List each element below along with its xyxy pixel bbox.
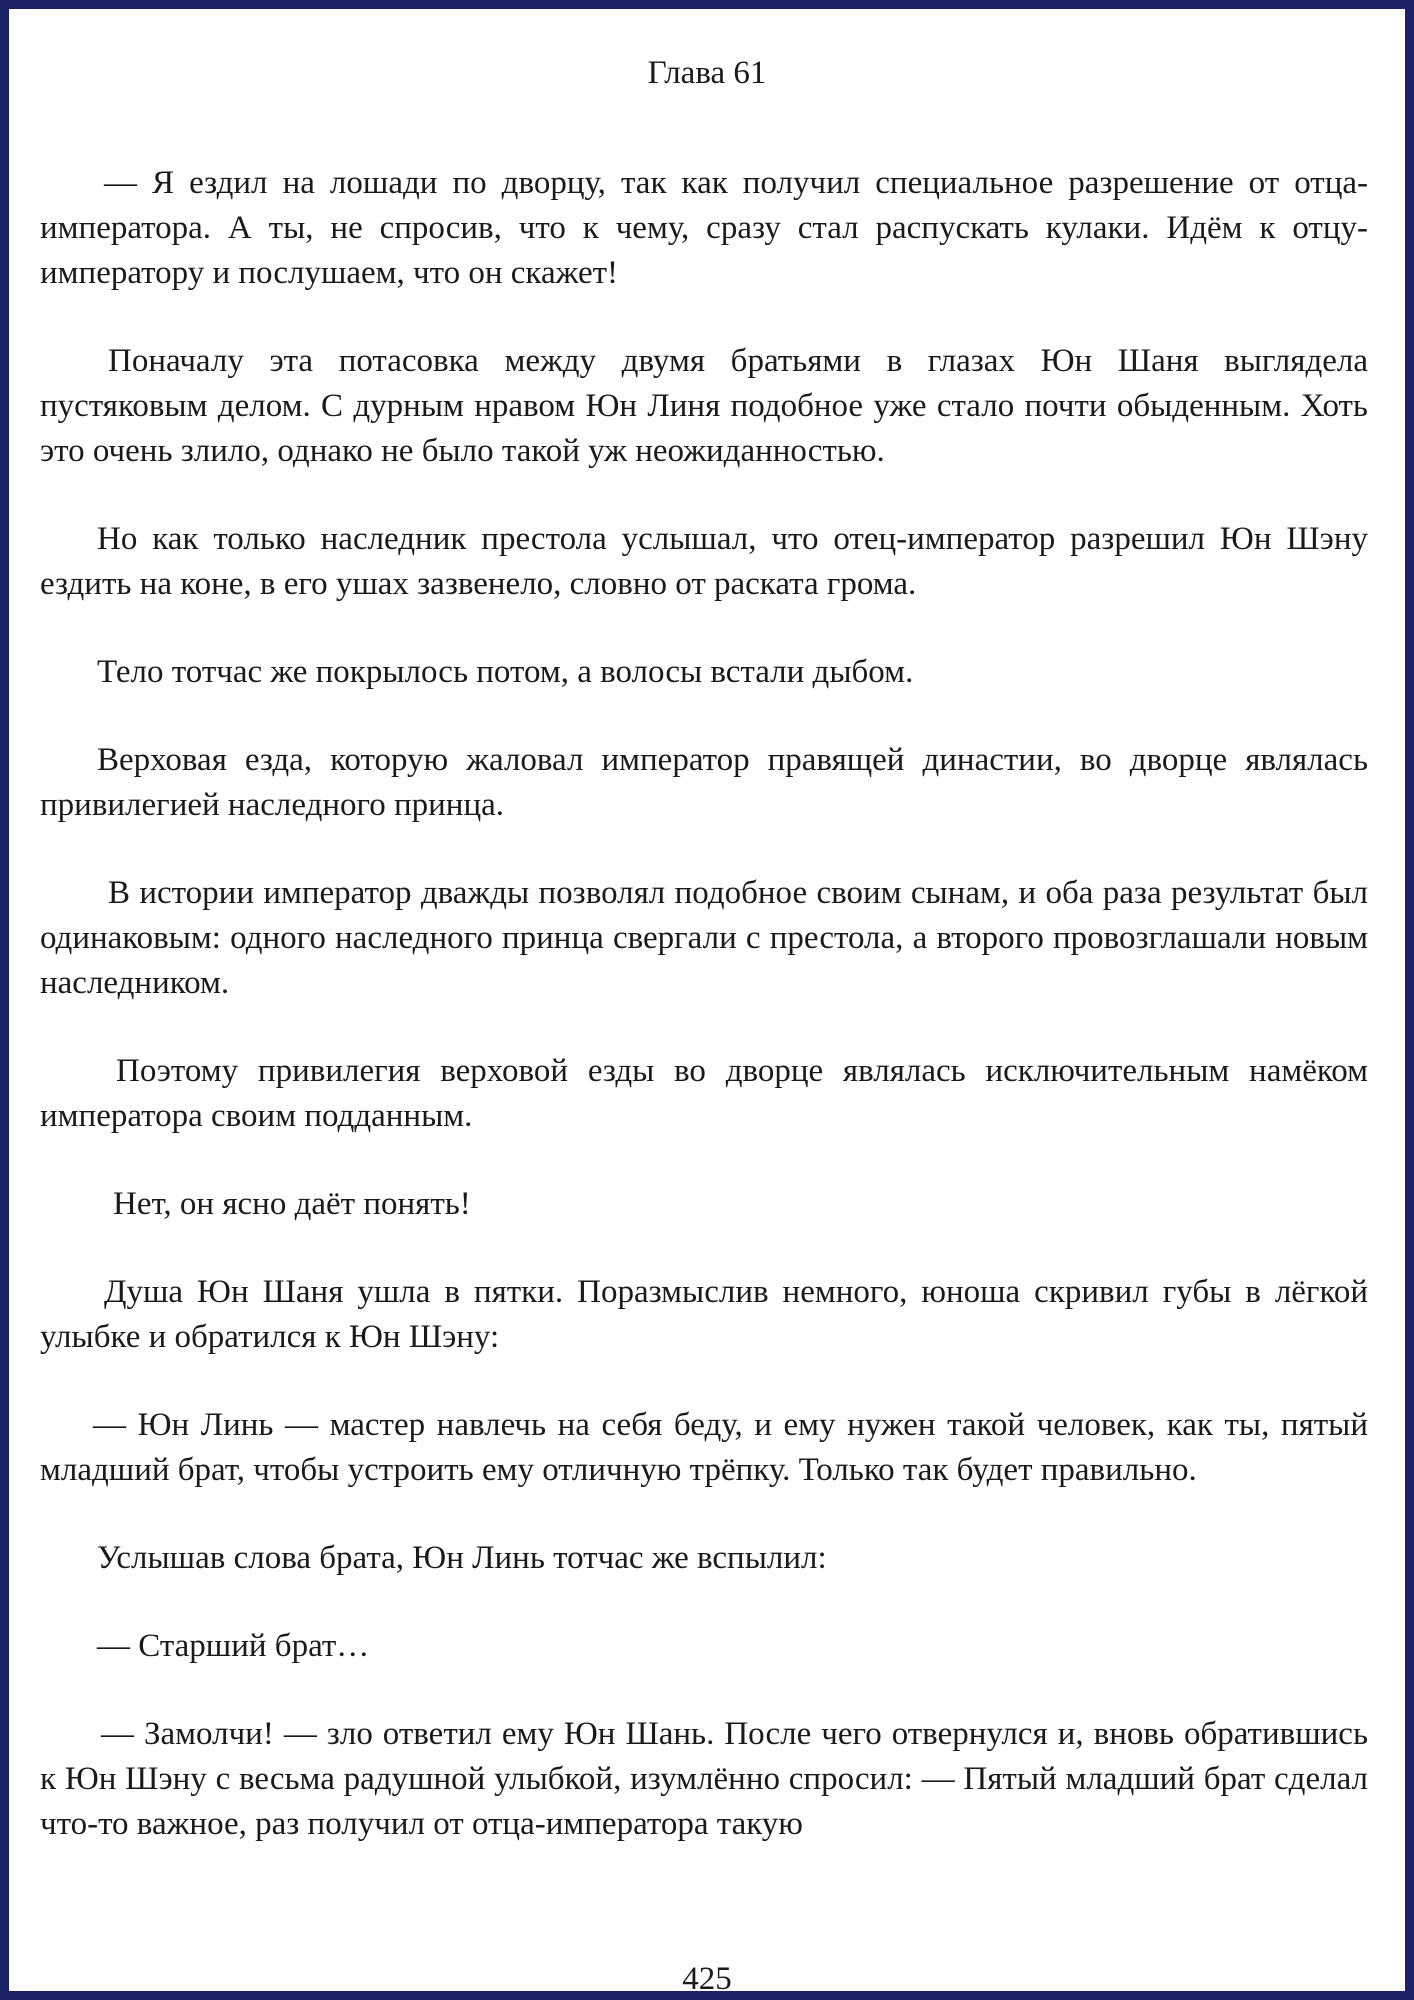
chapter-title: Глава 61 xyxy=(647,55,767,91)
paragraph: Услышав слова брата, Юн Линь тотчас же вспылил: xyxy=(97,1540,827,1576)
paragraph: — Я ездил на лошади по дворцу, так как получил специальное разрешение от отца-императора. А ты, не спросив, что к чему, сразу стал распускать кулаки. Идём к отцу-императору и послушаем, что он скажет! xyxy=(40,165,1368,291)
paragraph: Верховая езда, которую жаловал император правящей династии, во дворце являлась привилегией наследного принца. xyxy=(40,742,1368,823)
paragraph: Но как только наследник престола услышал, что отец-император разрешил Юн Шэну ездить на коне, в его ушах зазвенело, словно от раската грома. xyxy=(40,521,1368,602)
page-number: 425 xyxy=(682,1961,732,1997)
chapter-body xyxy=(40,161,1368,1847)
paragraph: Нет, он ясно даёт понять! xyxy=(113,1186,471,1222)
paragraph: — Замолчи! — зло ответил ему Юн Шань. После чего отвернулся и, вновь обратившись к Юн Шэну с весьма радушной улыбкой, изумлённо спросил: — Пятый младший брат сделал что-то важное, раз получил от отца-императора такую xyxy=(40,1716,1368,1842)
paragraph: — Старший брат… xyxy=(97,1628,370,1664)
paragraph: Поначалу эта потасовка между двумя братьями в глазах Юн Шаня выглядела пустяковым делом. С дурным нравом Юн Линя подобное уже стало почти обыденным. Хоть это очень злило, однако не было такой уж неожиданностью. xyxy=(40,343,1368,469)
paragraph: Поэтому привилегия верховой езды во дворце являлась исключительным намёком императора своим подданным. xyxy=(40,1053,1368,1134)
paragraph: В истории император дважды позволял подобное своим сынам, и оба раза результат был одинаковым: одного наследного принца свергали с престола, а второго провозглашали новым наследником. xyxy=(40,875,1368,1001)
paragraph: Душа Юн Шаня ушла в пятки. Поразмыслив немного, юноша скривил губы в лёгкой улыбке и обратился к Юн Шэну: xyxy=(40,1274,1368,1355)
paragraph: Тело тотчас же покрылось потом, а волосы встали дыбом. xyxy=(97,654,914,690)
paragraph: — Юн Линь — мастер навлечь на себя беду, и ему нужен такой человек, как ты, пятый младший брат, чтобы устроить ему отличную трёпку. Только так будет правильно. xyxy=(40,1407,1368,1488)
